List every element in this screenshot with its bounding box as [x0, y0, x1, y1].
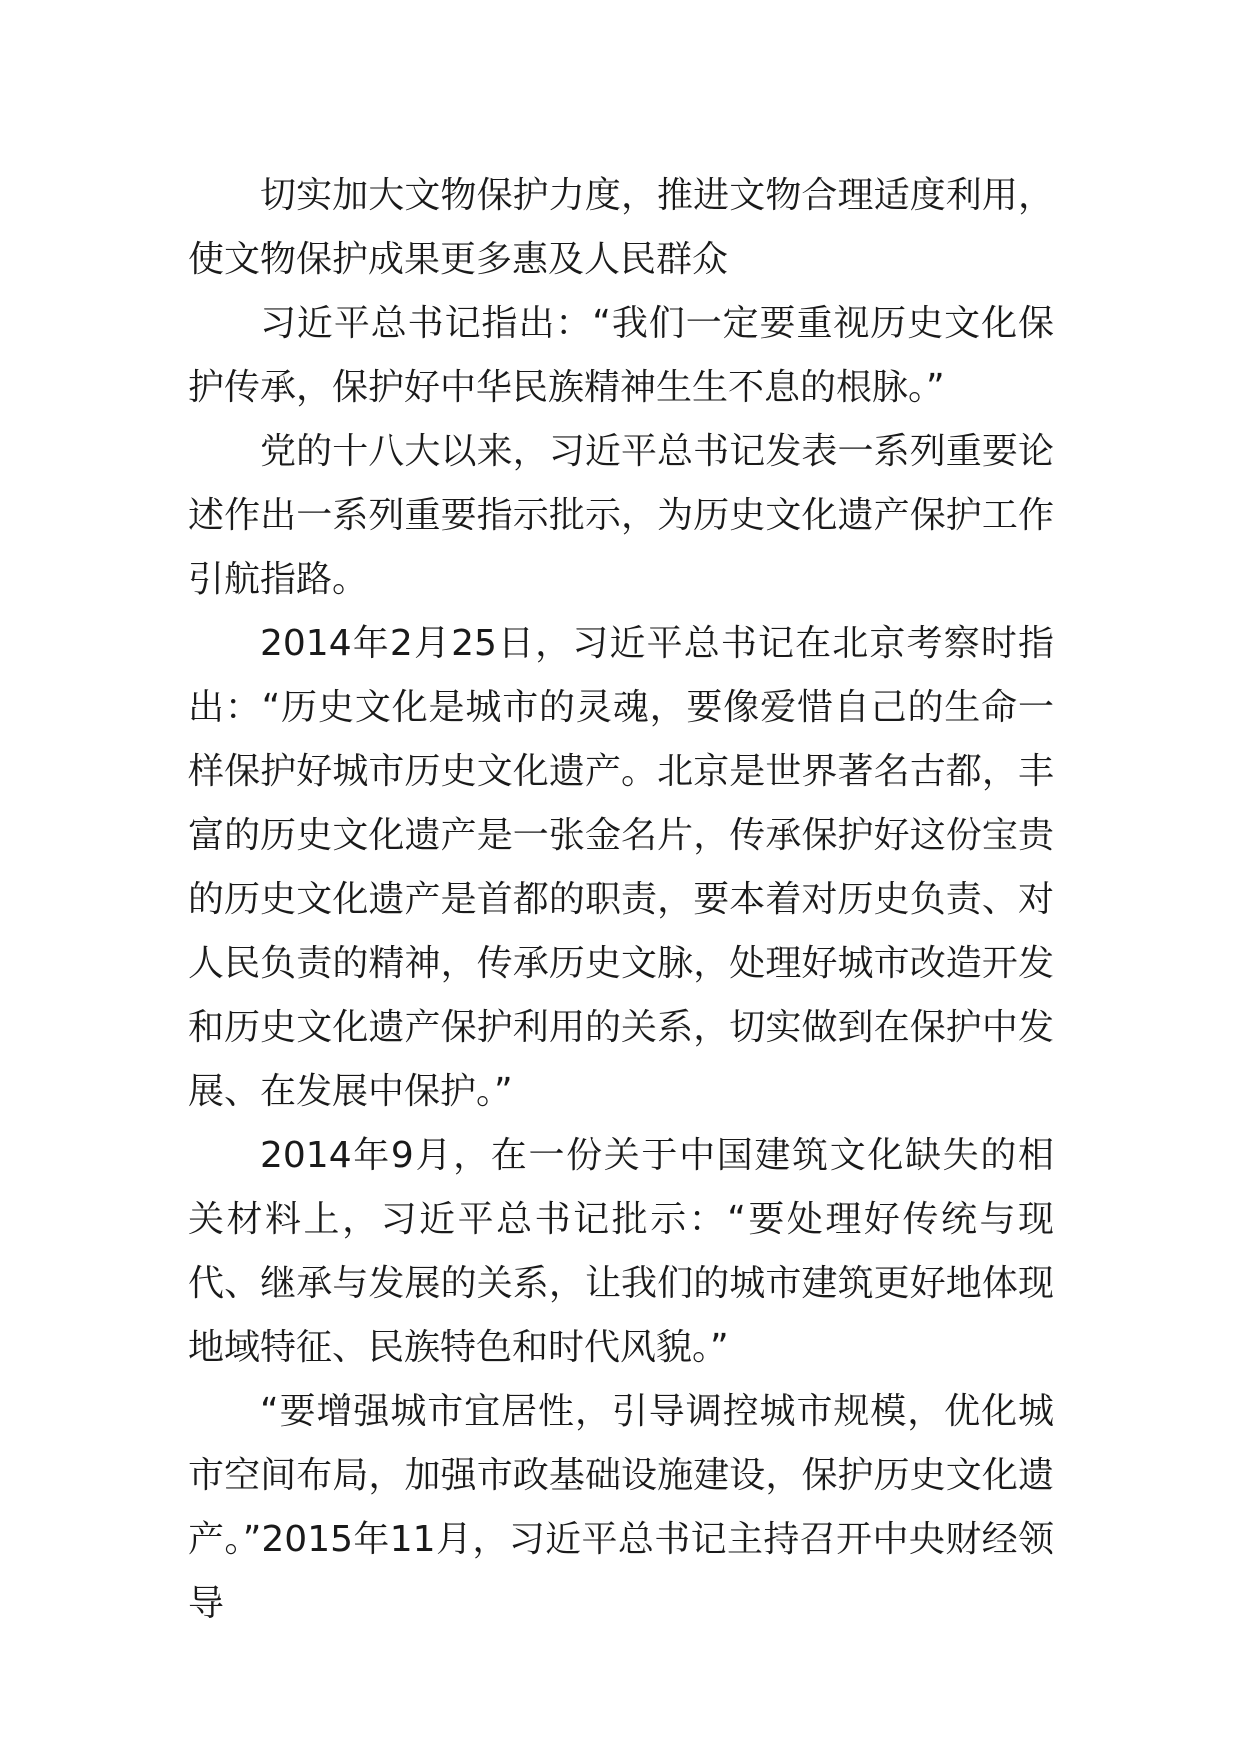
- section-heading-paragraph: 切实加大文物保护力度，推进文物合理适度利用，使文物保护成果更多惠及人民群众: [188, 175, 1054, 280]
- body-paragraph: 党的十八大以来，习近平总书记发表一系列重要论述作出一系列重要指示批示，为历史文化遗产保护工作引航指路。: [188, 431, 1054, 600]
- document-body: [188, 164, 1054, 1636]
- body-paragraph: 2014年2月25日，习近平总书记在北京考察时指出：“历史文化是城市的灵魂，要像爱惜自己的生命一样保护好城市历史文化遗产。北京是世界著名古都，丰富的历史文化遗产是一张金名片，传承保护好这份宝贵的历史文化遗产是首都的职责，要本着对历史负责、对人民负责的精神，传承历史文脉，处理好城市改造开发和历史文化遗产保护利用的关系，切实做到在保护中发展、在发展中保护。”: [188, 623, 1054, 1112]
- body-paragraph: 2014年9月，在一份关于中国建筑文化缺失的相关材料上，习近平总书记批示：“要处理好传统与现代、继承与发展的关系，让我们的城市建筑更好地体现地域特征、民族特色和时代风貌。”: [188, 1135, 1054, 1368]
- quote-paragraph: 习近平总书记指出：“我们一定要重视历史文化保护传承，保护好中华民族精神生生不息的根脉。”: [188, 303, 1054, 408]
- body-paragraph: “要增强城市宜居性，引导调控城市规模，优化城市空间布局，加强市政基础设施建设，保护历史文化遗产。”2015年11月，习近平总书记主持召开中央财经领导: [188, 1391, 1054, 1624]
